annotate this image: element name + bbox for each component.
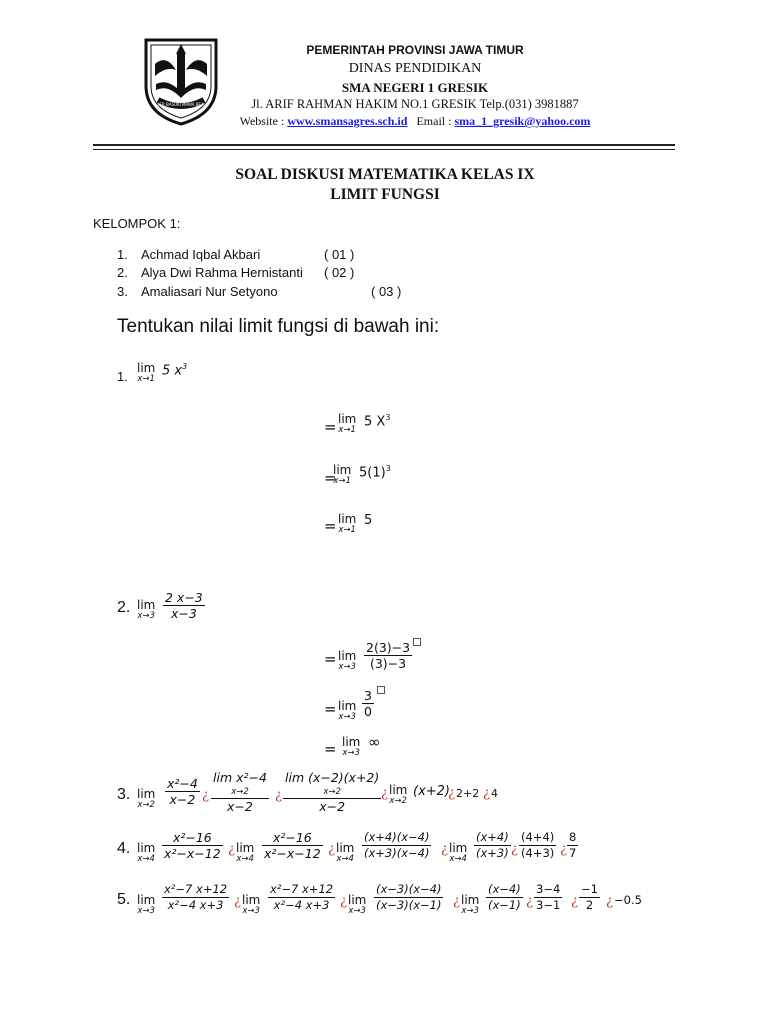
- rendering-artifact-glyph: ¿: [511, 842, 518, 857]
- letterhead-government: PEMERINTAH PROVINSI JAWA TIMUR: [306, 43, 524, 57]
- letterhead-department: DINAS PENDIDIKAN: [348, 61, 482, 76]
- lim-operator: lim x→3: [461, 893, 480, 916]
- fraction: $\frac{2(3)-3}{(3)-3}$: [366, 640, 411, 671]
- fraction: $\frac{\text{x²−16}}{\text{x²−x−12}}$: [264, 830, 321, 861]
- fraction: $\frac{3-4}{3-1}$: [536, 882, 561, 912]
- member-number: ( 01 ): [324, 247, 355, 262]
- equals-sign: =: [324, 700, 337, 718]
- letterhead-contact: [200, 114, 630, 129]
- expression: 5 $x^3$: [162, 362, 188, 379]
- answer: −0.5: [614, 893, 642, 907]
- rendering-artifact-glyph: ¿: [606, 894, 613, 909]
- problem-number: 4.: [117, 840, 131, 857]
- rendering-artifact-glyph: ¿: [228, 842, 235, 857]
- email-label: Email :: [416, 114, 452, 128]
- lim-operator: lim x→3: [342, 735, 361, 758]
- document-subtitle: LIMIT FUNGSI: [330, 186, 440, 203]
- rendering-artifact-glyph: ¿: [328, 842, 335, 857]
- answer: 4: [491, 787, 498, 800]
- lim-operator: lim x→4: [137, 841, 156, 864]
- group-label: KELOMPOK 1:: [93, 216, 181, 231]
- website-label: Website :: [239, 114, 285, 128]
- lim-operator: lim x→4: [336, 841, 355, 864]
- lim-operator: lim x→4: [449, 841, 468, 864]
- email-link[interactable]: sma_1_gresik@yahoo.com: [454, 114, 591, 128]
- instruction-text: Tentukan nilai limit fungsi di bawah ini:: [117, 316, 440, 337]
- lim-operator: lim x→2: [137, 787, 156, 810]
- document-title: SOAL DISKUSI MATEMATIKA KELAS IX: [235, 166, 535, 183]
- fraction: $\frac{\text{x²−4}}{x-2}$: [167, 776, 198, 807]
- fraction: $\frac{(x-4)}{(x-1)}$: [488, 882, 521, 912]
- member-name: Alya Dwi Rahma Hernistanti: [141, 265, 303, 280]
- equals-sign: =: [324, 469, 337, 487]
- expression: (x+2): [413, 784, 451, 799]
- rendering-artifact-glyph: ¿: [483, 786, 490, 801]
- placeholder-box: [413, 638, 421, 646]
- rendering-artifact-glyph: ¿: [381, 786, 388, 801]
- letterhead-school: SMA NEGERI 1 GRESIK: [341, 80, 489, 95]
- fraction: $\frac{(x-3)(x-4)}{(x-3)(x-1)}$: [376, 882, 442, 912]
- equals-sign: =: [324, 650, 337, 668]
- rendering-artifact-glyph: ¿: [441, 842, 448, 857]
- logo-motto: JER BASUKI MAWA BEA: [158, 102, 204, 107]
- fraction-answer: $\frac{8}{7}$: [569, 830, 577, 860]
- problem-number: 5.: [117, 891, 131, 908]
- letterhead-divider: [93, 144, 675, 150]
- rendering-artifact-glyph: ¿: [202, 788, 209, 803]
- rendering-artifact-glyph: ¿: [340, 894, 347, 909]
- member-name: Achmad Iqbal Akbari: [141, 247, 261, 262]
- rendering-artifact-glyph: ¿: [448, 786, 455, 801]
- rendering-artifact-glyph: ¿: [560, 842, 567, 857]
- equals-sign: =: [324, 740, 337, 758]
- lim-operator: lim x→4: [236, 841, 255, 864]
- lim-operator: lim x→3: [137, 893, 156, 916]
- fraction: $\frac{2 x-3}{x-3}$: [165, 590, 203, 621]
- problem-number: 1.: [117, 369, 128, 384]
- expression: $5(1)^3$: [359, 464, 391, 481]
- equals-sign: =: [324, 418, 337, 436]
- placeholder-box: [377, 686, 385, 694]
- lim-operator: lim x→3: [348, 893, 367, 916]
- lim-operator: lim x→3: [137, 598, 156, 621]
- expression: 2+2: [456, 787, 480, 800]
- member-name: Amaliasari Nur Setyono: [141, 284, 278, 299]
- rendering-artifact-glyph: ¿: [453, 894, 460, 909]
- member-number: ( 03 ): [371, 284, 402, 299]
- expression: 5 $X^3$: [364, 413, 391, 430]
- fraction: $\frac{-1}{2}$: [581, 882, 598, 912]
- problem-number: 2.: [117, 599, 131, 616]
- rendering-artifact-glyph: ¿: [234, 894, 241, 909]
- rendering-artifact-glyph: ¿: [526, 894, 533, 909]
- lim-operator: lim x→1: [137, 361, 156, 384]
- fraction: $\frac{(4+4)}{(4+3)}$: [521, 830, 555, 860]
- fraction: $\frac{(x+4)(x-4)}{(x+3)(x-4)}$: [364, 830, 430, 860]
- equals-sign: =: [324, 517, 337, 535]
- fraction: $\frac{(x+4)}{(x+3)}$: [476, 830, 509, 860]
- member-number: ( 02 ): [324, 265, 355, 280]
- lim-operator: lim x→2: [389, 783, 408, 806]
- expression: 5: [364, 513, 373, 528]
- fraction: lim x²−4 x→2 x−2: [213, 770, 267, 814]
- lim-operator: lim x→1: [333, 463, 352, 486]
- website-link[interactable]: www.smansagres.sch.id: [287, 114, 408, 128]
- fraction: $\frac{\text{x²−7 x+12}}{\text{x²−4 x+3}}$: [270, 882, 334, 912]
- fraction: $\frac{\text{x²−16}}{\text{x²−x−12}}$: [164, 830, 221, 861]
- lim-operator: lim x→3: [338, 649, 357, 672]
- fraction: $\frac{\text{x²−7 x+12}}{\text{x²−4 x+3}}$: [164, 882, 228, 912]
- infinity-symbol: ∞: [368, 733, 381, 751]
- fraction: $\frac{3}{0}$: [364, 688, 372, 719]
- lim-operator: lim x→1: [338, 512, 357, 535]
- problem-number: 3.: [117, 786, 131, 803]
- rendering-artifact-glyph: ¿: [275, 788, 282, 803]
- fraction: lim (x−2)(x+2) x→2 x−2: [285, 770, 380, 814]
- rendering-artifact-glyph: ¿: [571, 894, 578, 909]
- lim-operator: lim x→3: [338, 699, 357, 722]
- lim-operator: lim x→3: [242, 893, 261, 916]
- lim-operator: lim x→1: [338, 412, 357, 435]
- letterhead-address: Jl. ARIF RAHMAN HAKIM NO.1 GRESIK Telp.(031) 3981887: [251, 97, 579, 111]
